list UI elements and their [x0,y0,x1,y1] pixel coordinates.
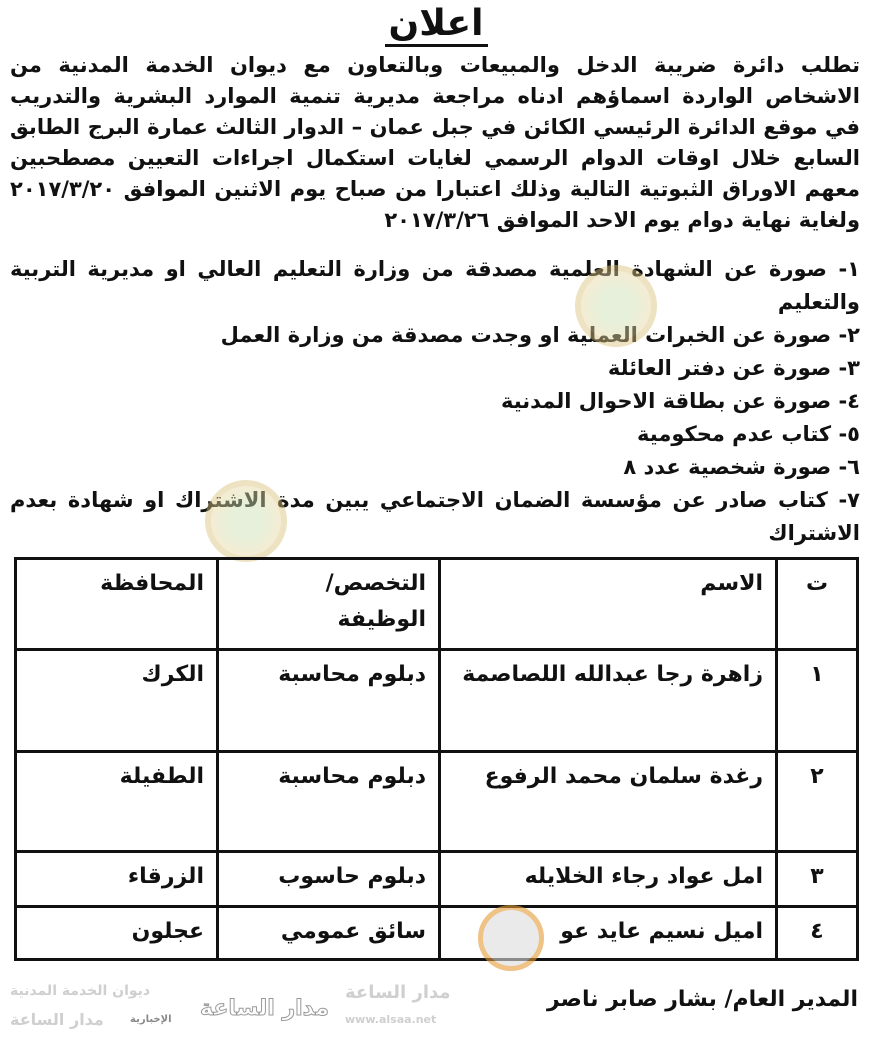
cell-governorate: عجلون [16,907,218,960]
cell-specialty: دبلوم محاسبة [218,752,440,852]
announcement-title [0,2,872,46]
header-specialty: التخصص/ الوظيفة [218,559,440,650]
table-row [16,852,858,907]
logo-watermark: مدار الساعة [10,1010,104,1029]
body-line: الاشخاص الواردة اسماؤهم ادناه مراجعة مديرية تنمية الموارد البشرية والتدريب [10,84,860,108]
cell-number: ٤ [777,907,858,960]
cell-name: امل عواد رجاء الخلايله [440,852,777,907]
cell-specialty: دبلوم حاسوب [218,852,440,907]
body-line: تطلب دائرة ضريبة الدخل والمبيعات وبالتعاون مع ديوان الخدمة المدنية من [10,53,860,77]
list-item: ٧- كتاب صادر عن مؤسسة الضمان الاجتماعي يبين مدة الاشتراك او شهادة بعدم [10,488,860,512]
list-item: ٥- كتاب عدم محكومية [637,422,860,446]
body-line: السابع خلال اوقات الدوام الرسمي لغايات استكمال اجراءات التعيين مصطحبين [10,146,860,170]
corner-logo-watermark: مدار الساعة [345,982,451,1003]
table-row [16,907,858,960]
list-item: والتعليم [777,290,860,314]
table-header-row [16,559,858,650]
cell-name: اميل نسيم عايد عو [440,907,777,960]
table-row [16,650,858,752]
header-name: الاسم [440,559,777,650]
signature-line: المدير العام/ بشار صابر ناصر [547,987,858,1012]
clock-logo-icon [478,905,544,971]
civil-service-seal-watermark [575,265,657,347]
cell-number: ٣ [777,852,858,907]
header-governorate: المحافظة [16,559,218,650]
alsaa-logo: مدار الساعة [200,996,330,1021]
list-item: ٢- صورة عن الخبرات العملية او وجدت مصدقة من وزارة العمل [220,323,860,347]
logo-subtitle: الإخبارية [130,1014,172,1025]
candidates-table [14,557,859,961]
list-item: ٦- صورة شخصية عدد ٨ [623,455,860,479]
site-watermark: www.alsaa.net [345,1013,437,1026]
cell-specialty: دبلوم محاسبة [218,650,440,752]
cell-governorate: الطفيلة [16,752,218,852]
cell-name: رغدة سلمان محمد الرفوع [440,752,777,852]
civil-service-seal-watermark [205,480,287,562]
seal-text-watermark: ديوان الخدمة المدنية [10,983,151,999]
body-line: في موقع الدائرة الرئيسي الكائن في جبل عمان – الدوار الثالث عمارة البرج الطابق [10,115,860,139]
body-line: ولغاية نهاية دوام يوم الاحد الموافق ٢٠١٧/٣/٢٦ [384,208,860,232]
cell-number: ١ [777,650,858,752]
cell-specialty: سائق عمومي [218,907,440,960]
table-row [16,752,858,852]
list-item: ٤- صورة عن بطاقة الاحوال المدنية [500,389,860,413]
list-item: ٣- صورة عن دفتر العائلة [607,356,860,380]
body-line: معهم الاوراق الثبوتية التالية وذلك اعتبارا من صباح يوم الاثنين الموافق ٢٠١٧/٣/٢٠ [10,177,860,201]
title-text: اعلان [385,3,488,47]
cell-governorate: الزرقاء [16,852,218,907]
cell-name: زاهرة رجا عبدالله اللصاصمة [440,650,777,752]
list-item: الاشتراك [768,521,860,545]
cell-governorate: الكرك [16,650,218,752]
list-item: ١- صورة عن الشهادة العلمية مصدقة من وزارة التعليم العالي او مديرية التربية [10,257,860,281]
header-number: ت [777,559,858,650]
cell-number: ٢ [777,752,858,852]
